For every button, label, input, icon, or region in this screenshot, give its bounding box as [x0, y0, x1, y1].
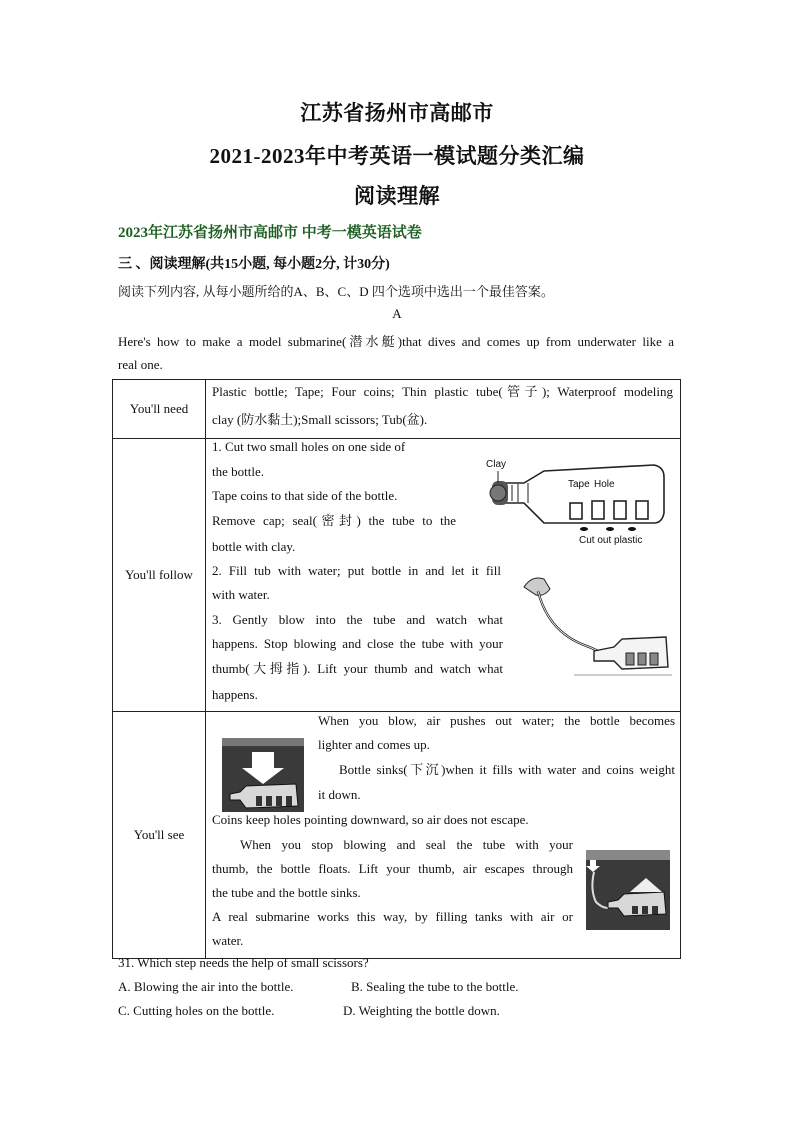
follow-label: You'll follow	[113, 439, 206, 712]
see-line: A real submarine works this way, by filling tanks with air or	[212, 909, 573, 924]
question-stem: 31. Which step needs the help of small scissors?	[118, 955, 369, 970]
see-line: When you stop blowing and seal the tube with your	[240, 837, 573, 852]
doc-title-line3: 阅读理解	[354, 184, 440, 208]
float-illustration-image	[586, 850, 670, 930]
see-line: When you blow, air pushes out water; the bottle becomes	[318, 713, 675, 728]
option-a: A. Blowing the air into the bottle.	[118, 979, 294, 994]
need-line-2: clay (防水黏土);Small scissors; Tub(盆).	[212, 412, 428, 427]
doc-title-line2: 2021-2023年中考英语一模试题分类汇编	[209, 144, 585, 168]
instruction: 阅读下列内容, 从每小题所给的A、B、C、D 四个选项中选出一个最佳答案。	[118, 284, 554, 299]
doc-title-line1: 江苏省扬州市高邮市	[300, 101, 494, 125]
option-b: B. Sealing the tube to the bottle.	[351, 979, 519, 994]
follow-line: bottle with clay.	[212, 539, 296, 554]
see-cell	[206, 712, 681, 959]
exam-heading: 2023年江苏省扬州市高邮市 中考一模英语试卷	[118, 225, 422, 241]
intro-line-2: real one.	[118, 357, 163, 372]
tape-label: Tape	[568, 479, 590, 490]
follow-line: 1. Cut two small holes on one side of	[212, 439, 406, 454]
bottle-diagram-image	[484, 443, 676, 553]
instruction-table	[112, 379, 681, 959]
need-cell	[206, 380, 681, 439]
see-label: You'll see	[113, 712, 206, 959]
see-line: Coins keep holes pointing downward, so air does not escape.	[212, 812, 529, 827]
see-line: Bottle sinks(下沉)when it fills with water and coins weight	[339, 762, 675, 777]
part-heading: 三 、阅读理解(共15小题, 每小题2分, 计30分)	[118, 257, 390, 272]
see-line: it down.	[318, 787, 361, 802]
follow-cell	[206, 439, 681, 712]
follow-line: with water.	[212, 587, 270, 602]
hand-tube-image	[514, 571, 674, 683]
see-line: water.	[212, 933, 244, 948]
see-line: the tube and the bottle sinks.	[212, 885, 361, 900]
follow-line: the bottle.	[212, 464, 264, 479]
follow-line: 2. Fill tub with water; put bottle in and let it fill	[212, 563, 501, 578]
follow-line: happens.	[212, 687, 258, 702]
blow-illustration-image	[222, 738, 304, 812]
follow-line: thumb(大拇指). Lift your thumb and watch what	[212, 661, 503, 676]
option-c: C. Cutting holes on the bottle.	[118, 1003, 275, 1018]
hole-label: Hole	[594, 479, 615, 490]
option-d: D. Weighting the bottle down.	[343, 1003, 500, 1018]
see-line: lighter and comes up.	[318, 737, 430, 752]
need-label: You'll need	[113, 380, 206, 439]
intro-line-1: Here's how to make a model submarine(潜水艇)that dives and comes up from underwater like a	[118, 334, 674, 349]
cut-label: Cut out plastic	[579, 535, 643, 546]
follow-line: Remove cap; seal(密封) the tube to the	[212, 513, 456, 528]
need-line-1: Plastic bottle; Tape; Four coins; Thin plastic tube(管子); Waterproof modeling	[212, 384, 673, 399]
follow-line: Tape coins to that side of the bottle.	[212, 488, 398, 503]
follow-line: happens. Stop blowing and close the tube with your	[212, 636, 503, 651]
clay-label: Clay	[486, 459, 507, 470]
passage-label: A	[392, 306, 402, 321]
follow-line: 3. Gently blow into the tube and watch what	[212, 612, 503, 627]
see-line: thumb, the bottle floats. Lift your thumb, air escapes through	[212, 861, 573, 876]
